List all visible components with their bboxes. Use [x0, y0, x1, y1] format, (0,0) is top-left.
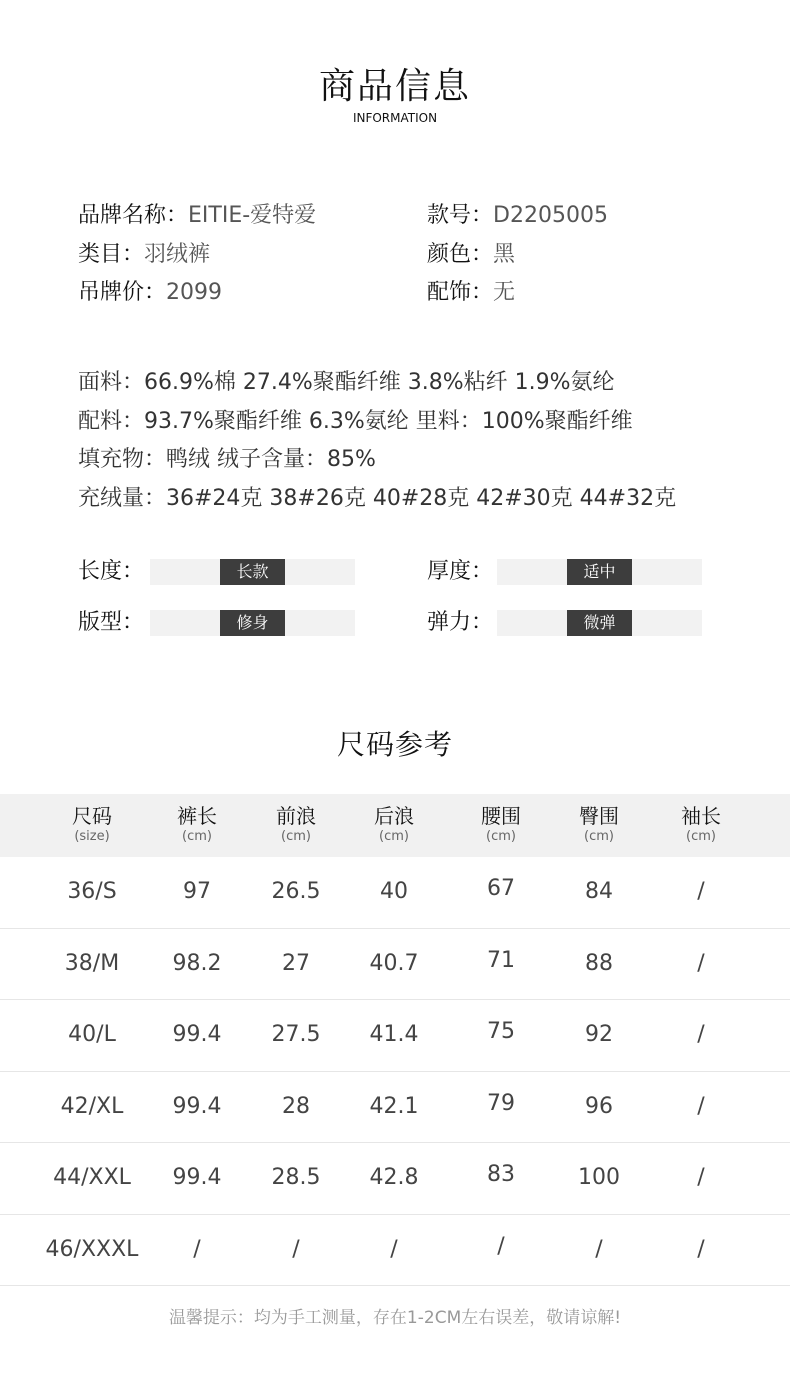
- length-label: 长度：: [78, 559, 145, 584]
- fill-weight-line: 充绒量：36#24克 38#26克 40#28克 42#30克 44#32克: [78, 485, 677, 511]
- color-label: 颜色：: [427, 241, 494, 267]
- accessory-value: 无: [493, 280, 516, 305]
- fabric-main-line: 面料：66.9%棉 27.4%聚酯纤维 3.8%粘纤 1.9%氨纶: [78, 370, 615, 395]
- table-row: 42/XL 99.4 28 42.1 79 96 /: [0, 1072, 790, 1144]
- table-row: 44/XXL 99.4 28.5 42.8 83 100 /: [0, 1143, 790, 1215]
- page-subtitle: INFORMATION: [352, 111, 438, 125]
- info-row: [78, 197, 718, 236]
- tag-price-label: 吊牌价：: [78, 280, 167, 305]
- length-chip: 长款: [220, 559, 285, 585]
- header-back-rise: 后浪 (cm): [374, 804, 414, 844]
- table-row: 36/S 97 26.5 40 67 84 /: [0, 857, 790, 929]
- page-title: 商品信息: [318, 66, 471, 107]
- elasticity-label: 弹力：: [427, 610, 494, 635]
- thickness-label: 厚度：: [427, 559, 494, 584]
- product-info-grid: [78, 197, 718, 313]
- category-label: 类目：: [78, 241, 145, 267]
- elasticity-chip: 微弹: [567, 610, 632, 636]
- fabric-trim-lining-line: 配料：93.7%聚酯纤维 6.3%氨纶 里料：100%聚酯纤维: [78, 408, 633, 434]
- length-scale: [150, 559, 355, 585]
- brand-label: 品牌名称：: [78, 203, 189, 228]
- header-waist: 腰围 (cm): [481, 804, 521, 844]
- thickness-chip: 适中: [567, 559, 632, 585]
- category-value: 羽绒裤: [144, 241, 211, 267]
- brand-value: EITIE-爱特爱: [188, 203, 317, 228]
- thickness-scale: [497, 559, 702, 585]
- fit-chip: 修身: [220, 610, 285, 636]
- elasticity-scale: [497, 610, 702, 636]
- info-row: [78, 274, 718, 313]
- table-row: 38/M 98.2 27 40.7 71 88 /: [0, 929, 790, 1001]
- filling-line: 填充物：鸭绒 绒子含量：85%: [78, 447, 376, 472]
- measurement-note: 温馨提示：均为手工测量，存在1-2CM左右误差，敬请谅解!: [168, 1308, 622, 1328]
- style-number-label: 款号：: [427, 203, 494, 228]
- tag-price-value: 2099: [166, 280, 223, 305]
- table-header: [0, 794, 790, 857]
- fit-scale: [150, 610, 355, 636]
- size-table: [0, 794, 790, 1286]
- header-pants-length: 裤长 (cm): [177, 804, 217, 844]
- table-row: 46/XXXL / / / / / /: [0, 1215, 790, 1287]
- info-header: [0, 64, 790, 126]
- style-number-value: D2205005: [493, 203, 608, 228]
- header-hip: 臀围 (cm): [579, 804, 619, 844]
- accessory-label: 配饰：: [427, 280, 494, 305]
- fabric-info: [78, 364, 778, 518]
- size-section-title: 尺码参考: [336, 728, 453, 761]
- header-size: 尺码 (size): [72, 804, 112, 844]
- fit-label: 版型：: [78, 610, 145, 635]
- header-sleeve-length: 袖长 (cm): [681, 804, 721, 844]
- header-front-rise: 前浪 (cm): [276, 804, 316, 844]
- color-value: 黑: [493, 241, 516, 267]
- info-row: [78, 236, 718, 275]
- table-row: 40/L 99.4 27.5 41.4 75 92 /: [0, 1000, 790, 1072]
